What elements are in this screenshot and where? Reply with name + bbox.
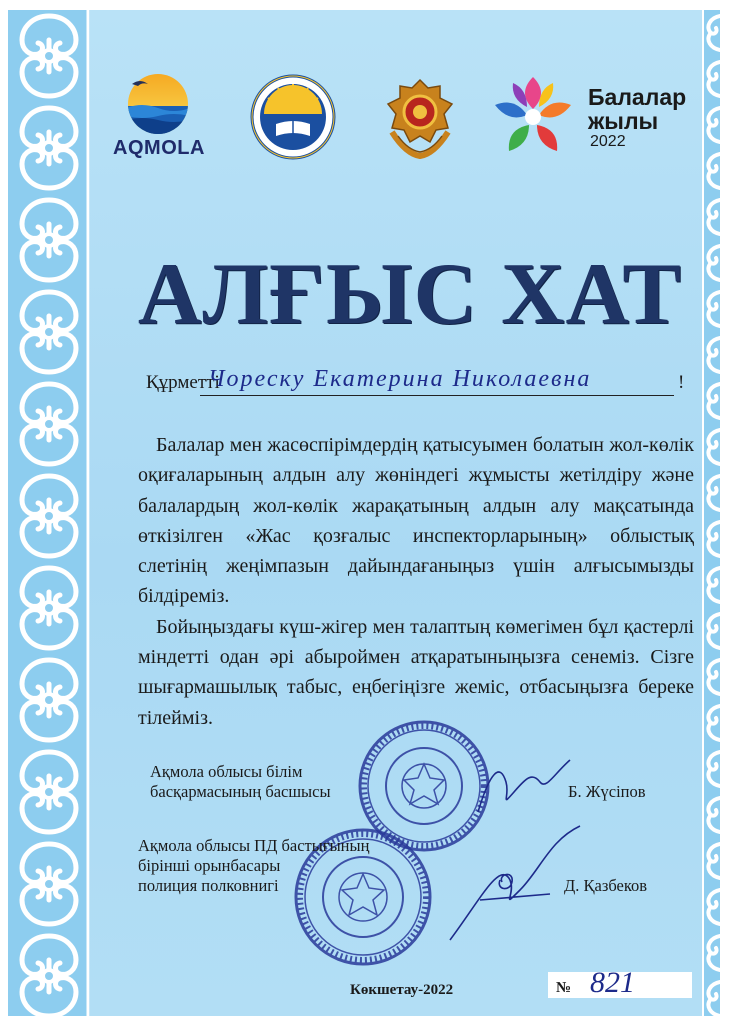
- signatory-2-name: Д. Қазбеков: [564, 876, 648, 895]
- aqmola-logo-icon: [126, 72, 190, 136]
- year-of-children-logo-icon: [488, 74, 578, 160]
- greeting-line: [146, 366, 706, 400]
- signatory-2-position-line1: Ақмола облысы ПД бастығының: [138, 836, 370, 855]
- signature-block-2: [138, 836, 369, 896]
- document-number: 821: [590, 966, 635, 999]
- signatory-1-position-line2: басқармасының басшысы: [150, 782, 331, 801]
- signatory-2-position-line3: полиция полковнигі: [138, 876, 279, 895]
- education-department-logo-icon: [250, 74, 336, 160]
- city-year: Көкшетау-2022: [350, 982, 454, 998]
- logos-row: [0, 0, 730, 180]
- aqmola-logo-text: AQMOLA: [113, 137, 205, 159]
- recipient-name: Чореску Екатерина Николаевна: [208, 366, 592, 392]
- year-title-line1: Балалар: [588, 84, 687, 110]
- signature-block-1: [150, 762, 331, 802]
- body-paragraph-2: Бойыңыздағы күш-жігер мен талаптың көмегімен бұл қастерлі міндетті одан әрі абыроймен атқаратыныңызға сенеміз. Сізге шығармашылық табыс, еңбегіңізге жеміс, отбасыңызға береке тілейміз.: [138, 615, 694, 729]
- body-paragraph-1: Балалар мен жасөспірімдердің қатысуымен болатын жол-көлік оқиғаларының алдын алу жөніндегі жұмысты жетілдіру және балалардың жол-көлік жарақатының алдын алу мақсатында өткізілген «Жас қозғалыс инспекторларының» облыстық слетінің жеңімпазын дайындағаныңыз үшін алғысымызды білдіреміз.: [138, 434, 694, 608]
- greeting-exclamation: !: [678, 372, 685, 393]
- year-of-children-title: [588, 85, 686, 133]
- greeting-underline: [200, 395, 674, 396]
- signature-1-icon: [470, 752, 580, 822]
- number-sign: №: [556, 980, 572, 996]
- year-title-line2: жылы: [588, 108, 659, 134]
- letter-body: [138, 430, 694, 733]
- signatory-1-position-line1: Ақмола облысы білім: [150, 762, 303, 781]
- signature-2-icon: [440, 820, 590, 950]
- page-title: АЛҒЫС ХАТ: [137, 246, 683, 343]
- police-emblem-icon: [378, 76, 462, 160]
- signatory-2-position-line2: бірінші орынбасары: [138, 856, 281, 875]
- year-of-children-number: 2022: [590, 133, 626, 150]
- signatory-1-name: Б. Жүсіпов: [568, 782, 646, 801]
- greeting-label: Құрметті: [146, 372, 220, 393]
